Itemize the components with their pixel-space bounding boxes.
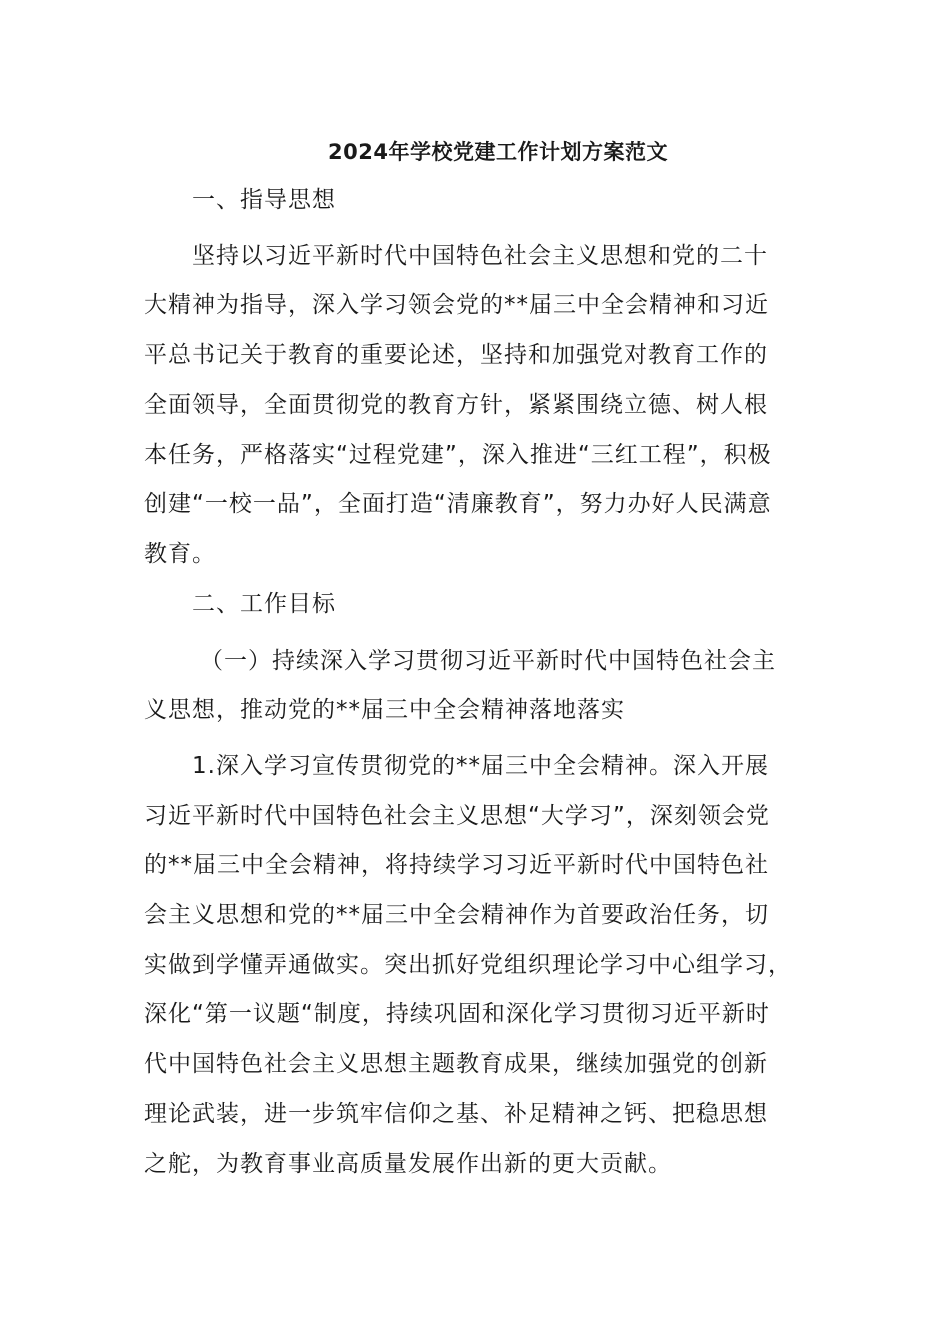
- section-heading-work-goals: 二、工作目标: [192, 591, 336, 617]
- paragraph-line: 会主义思想和党的**届三中全会精神作为首要政治任务，切: [144, 902, 769, 928]
- paragraph-line: 的**届三中全会精神，将持续学习习近平新时代中国特色社: [144, 852, 769, 878]
- document-title: 2024年学校党建工作计划方案范文: [328, 140, 668, 164]
- paragraph-line: 坚持以习近平新时代中国特色社会主义思想和党的二十: [192, 243, 768, 269]
- paragraph-line: 深化“第一议题“制度，持续巩固和深化学习贯彻习近平新时: [144, 1001, 770, 1027]
- paragraph-line: 大精神为指导，深入学习领会党的**届三中全会精神和习近: [144, 292, 769, 318]
- paragraph-line: 平总书记关于教育的重要论述，坚持和加强党对教育工作的: [144, 342, 768, 368]
- section-heading-guiding-thought: 一、指导思想: [192, 187, 336, 213]
- paragraph-line: 本任务，严格落实“过程党建”，深入推进“三红工程”，积极: [144, 442, 772, 468]
- subsection-heading-line: 义思想，推动党的**届三中全会精神落地落实: [144, 697, 625, 723]
- paragraph-line: 理论武装，进一步筑牢信仰之基、补足精神之钙、把稳思想: [144, 1101, 768, 1127]
- paragraph-line: 教育。: [144, 541, 216, 567]
- subsection-heading-line: （一）持续深入学习贯彻习近平新时代中国特色社会主: [200, 648, 776, 674]
- paragraph-line: 全面领导，全面贯彻党的教育方针，紧紧围绕立德、树人根: [144, 392, 768, 418]
- paragraph-line: 1.深入学习宣传贯彻党的**届三中全会精神。深入开展: [192, 753, 769, 779]
- paragraph-line: 之舵，为教育事业高质量发展作出新的更大贡献。: [144, 1151, 672, 1177]
- paragraph-line: 习近平新时代中国特色社会主义思想“大学习”，深刻领会党: [144, 803, 770, 829]
- paragraph-line: 实做到学懂弄通做实。突出抓好党组织理论学习中心组学习，: [144, 952, 792, 978]
- paragraph-line: 创建“一校一品”，全面打造“清廉教育”，努力办好人民满意: [144, 491, 772, 517]
- paragraph-line: 代中国特色社会主义思想主题教育成果，继续加强党的创新: [144, 1051, 768, 1077]
